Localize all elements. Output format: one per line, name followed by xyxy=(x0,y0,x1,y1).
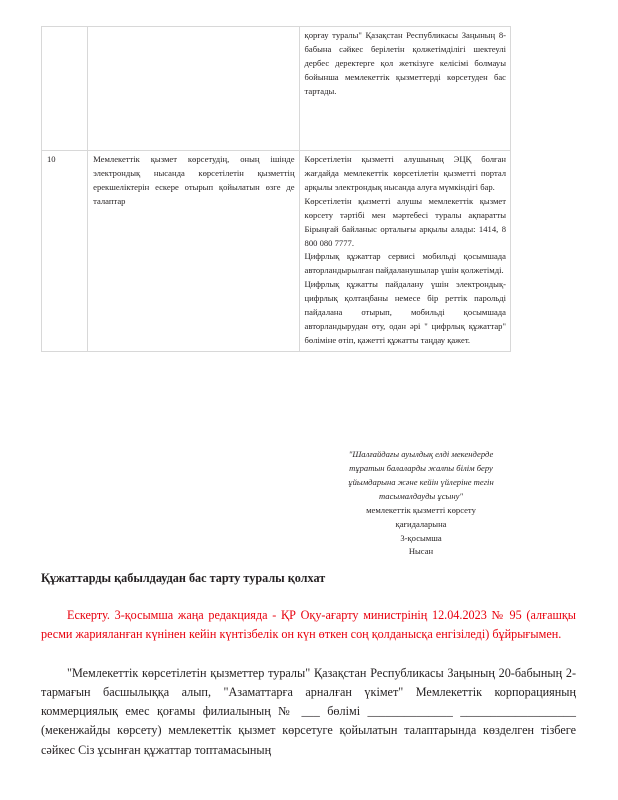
description-paragraph: Цифрлық құжаттар сервисі мобильді қосымшада авторландырылған пайдаланушылар үшін қолжетімді. xyxy=(304,251,506,276)
table-body xyxy=(42,27,511,352)
row-number-cell: 10 xyxy=(42,151,88,352)
table-row xyxy=(42,151,511,352)
table-row xyxy=(42,27,511,151)
amendment-note: Ескерту. 3-қосымша жаңа редакцияда - ҚР Оқу-ағарту министрінің 12.04.2023 № 95 (алғашқы ресми жарияланған күнінен кейін күнтізбелік он күн өткен соң қолданысқа енгізіледі) бұйрығымен. xyxy=(41,608,576,641)
appendix-header-block xyxy=(330,448,512,559)
appendix-number: 3-қосымша xyxy=(400,532,442,543)
body-paragraph: "Мемлекеттік көрсетілетін қызметтер туралы" Қазақстан Республикасы Заңының 20-бабының 2-тармағын басшылыққа алып, "Азаматтарға арналған үкімет" Мемлекеттік корпорацияның коммерциялық емес қоғамы филиалының № ___ бөлімі ______________ ___________________ (мекенжайды көрсету) мемлекеттік қызмет көрсетуге қойылатын талаптарында көзделген тізбеге сәйкес Сіз ұсынған құжаттар топтамасының xyxy=(41,666,576,757)
row-middle-cell xyxy=(88,27,299,151)
row-middle-cell: Мемлекеттік қызмет көрсетудің, оның ішінде электрондық нысанда көрсетілетін қызметтің ерекшеліктерін ескере отырып қойылатын өзге де талаптар xyxy=(88,151,299,352)
page-title: Құжаттарды қабылдаудан бас тарту туралы қолхат xyxy=(41,571,326,585)
row-description-cell: қорғау туралы" Қазақстан Республикасы Заңының 8-бабына сәйкес берілетін қолжетімділігі шектеулі дербес деректерге қол жеткізуге келісімі болмауы бойынша мемлекеттік қызметтерді көрсетуден бас тартады. xyxy=(299,27,510,151)
appendix-rule-suffix-line1: мемлекеттік қызметті көрсету xyxy=(366,504,476,515)
row-number-cell xyxy=(42,27,88,151)
description-paragraph: Көрсетілетін қызметті алушының ЭЦҚ болған жағдайда мемлекеттік көрсетілетін қызметті портал арқылы электрондық нысанда алуға мүмкіндігі бар. xyxy=(304,154,506,192)
description-paragraph: Цифрлық құжатты пайдалану үшін электрондық-цифрлық қолтаңбаны немесе бір реттік парольді пайдалана отырып, мобильді қосымшада авторландырудан өту, одан әрі " цифрлық құжаттар" бөліміне өтіп, қажетті құжатты таңдау қажет. xyxy=(304,279,506,345)
row-description-cell xyxy=(299,151,510,352)
description-paragraph: Көрсетілетін қызметті алушы мемлекеттік қызмет көрсету тәртібі мен мәртебесі туралы ақпаратты Бірыңғай байланыс орталығы арқылы алады: 1414, 8 800 080 7777. xyxy=(304,195,506,248)
appendix-rule-suffix-line2: қағидаларына xyxy=(395,518,447,529)
requirements-table xyxy=(41,26,511,352)
appendix-form-label: Нысан xyxy=(408,546,434,557)
appendix-rule-name: "Шалғайдағы ауылдық елді мекендерде тұратын балаларды жалпы білім беру ұйымдарына және кейін үйлеріне тегін тасымалдауды ұсыну" xyxy=(348,449,494,501)
